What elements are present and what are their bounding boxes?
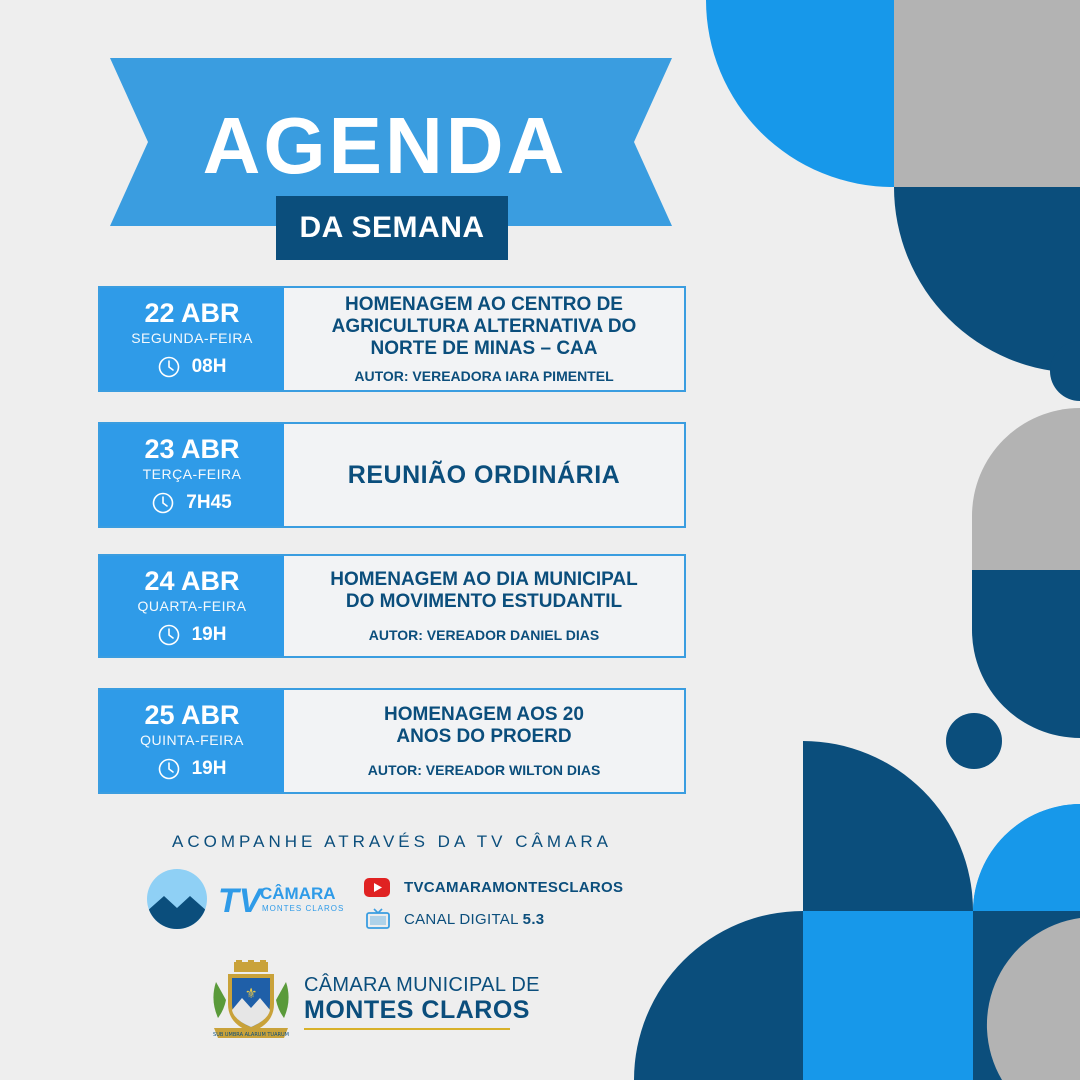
event-title-line: REUNIÃO ORDINÁRIA: [347, 461, 621, 489]
clock-icon: [158, 758, 180, 780]
quarter-circle-navy-lower: [803, 741, 973, 911]
event-date-cell: [100, 288, 284, 390]
event-title-line: NORTE DE MINAS – CAA: [370, 338, 598, 359]
event-weekday: QUINTA-FEIRA: [140, 732, 244, 748]
event-info: [284, 690, 684, 792]
event-date: 22 ABR: [144, 298, 240, 328]
event-date: 23 ABR: [144, 434, 240, 464]
event-title-line: DO MOVIMENTO ESTUDANTIL: [345, 591, 623, 612]
event-date-cell: [100, 556, 284, 656]
event-card-2: [98, 422, 686, 528]
youtube-handle: TVCAMARAMONTESCLAROS: [404, 879, 624, 896]
tv-icon: [366, 908, 390, 930]
council-name: [304, 974, 540, 1030]
event-author: AUTOR: VEREADORA IARA PIMENTEL: [354, 368, 614, 384]
follow-text: ACOMPANHE ATRAVÉS DA TV CÂMARA: [172, 832, 612, 851]
event-author: AUTOR: VEREADOR DANIEL DIAS: [368, 627, 600, 643]
council-underline: [304, 1028, 510, 1030]
event-time: 19H: [191, 758, 227, 779]
clock-icon: [158, 624, 180, 646]
gray-square-top: [894, 0, 1080, 187]
blue-square-bottom: [803, 911, 973, 1080]
subtitle-box: [276, 196, 508, 260]
event-date-cell: [100, 424, 284, 526]
event-time-row: [100, 492, 284, 514]
event-card-4: [98, 688, 686, 794]
event-time: 7H45: [186, 492, 232, 513]
page-subtitle: DA SEMANA: [299, 211, 485, 244]
event-time-row: [100, 356, 284, 378]
clock-icon: [158, 356, 180, 378]
event-time: 08H: [191, 356, 227, 377]
youtube-icon: [364, 878, 390, 897]
channel-label: [404, 911, 544, 928]
crest-motto: SUB UMBRA ALARUM TUARUM: [213, 1032, 289, 1038]
event-title-line: ANOS DO PROERD: [396, 726, 572, 747]
event-weekday: TERÇA-FEIRA: [142, 466, 242, 482]
event-card-3: [98, 554, 686, 658]
half-circle-gray: [972, 408, 1080, 570]
event-weekday: QUARTA-FEIRA: [137, 598, 247, 614]
event-title-line: HOMENAGEM AO DIA MUNICIPAL: [330, 569, 638, 590]
event-card-1: [98, 286, 686, 392]
event-author: AUTOR: VEREADOR WILTON DIAS: [367, 762, 601, 778]
half-circle-navy-right: [972, 570, 1080, 738]
event-time-row: [100, 624, 284, 646]
small-circle-mid: [946, 713, 1002, 769]
quarter-circle-navy-bottom: [634, 911, 803, 1080]
tv-brand-tv: TV: [218, 882, 262, 920]
event-time-row: [100, 758, 284, 780]
event-info: [284, 424, 684, 526]
municipal-crest: [208, 960, 294, 1042]
svg-text:⚜: ⚜: [244, 986, 258, 1002]
channel-number: 5.3: [522, 910, 545, 928]
tv-camara-brand: [218, 882, 345, 920]
event-info: [284, 288, 684, 390]
event-date: 24 ABR: [144, 566, 240, 596]
event-time: 19H: [191, 624, 227, 645]
event-date-cell: [100, 690, 284, 792]
event-title-line: HOMENAGEM AOS 20: [384, 704, 584, 725]
council-name-line1: CÂMARA MUNICIPAL DE: [304, 974, 540, 996]
event-title-line: AGRICULTURA ALTERNATIVA DO: [331, 316, 637, 337]
quarter-circle-blue-top: [706, 0, 894, 187]
event-info: [284, 556, 684, 656]
tv-brand-camara: CÂMARA: [260, 884, 336, 903]
youtube-channel[interactable]: [364, 878, 623, 897]
council-name-line2: MONTES CLAROS: [304, 996, 530, 1024]
event-title-line: HOMENAGEM AO CENTRO DE: [345, 294, 623, 315]
clock-icon: [152, 492, 174, 514]
digital-channel: [366, 908, 544, 930]
tv-brand-city: MONTES CLAROS: [262, 904, 345, 913]
channel-label-text: CANAL DIGITAL: [404, 910, 519, 928]
event-weekday: SEGUNDA-FEIRA: [131, 330, 253, 346]
tv-camara-logo: [146, 868, 208, 930]
page-title: AGENDA: [202, 101, 568, 190]
quarter-circle-navy-top: [894, 187, 1080, 373]
event-date: 25 ABR: [144, 700, 240, 730]
